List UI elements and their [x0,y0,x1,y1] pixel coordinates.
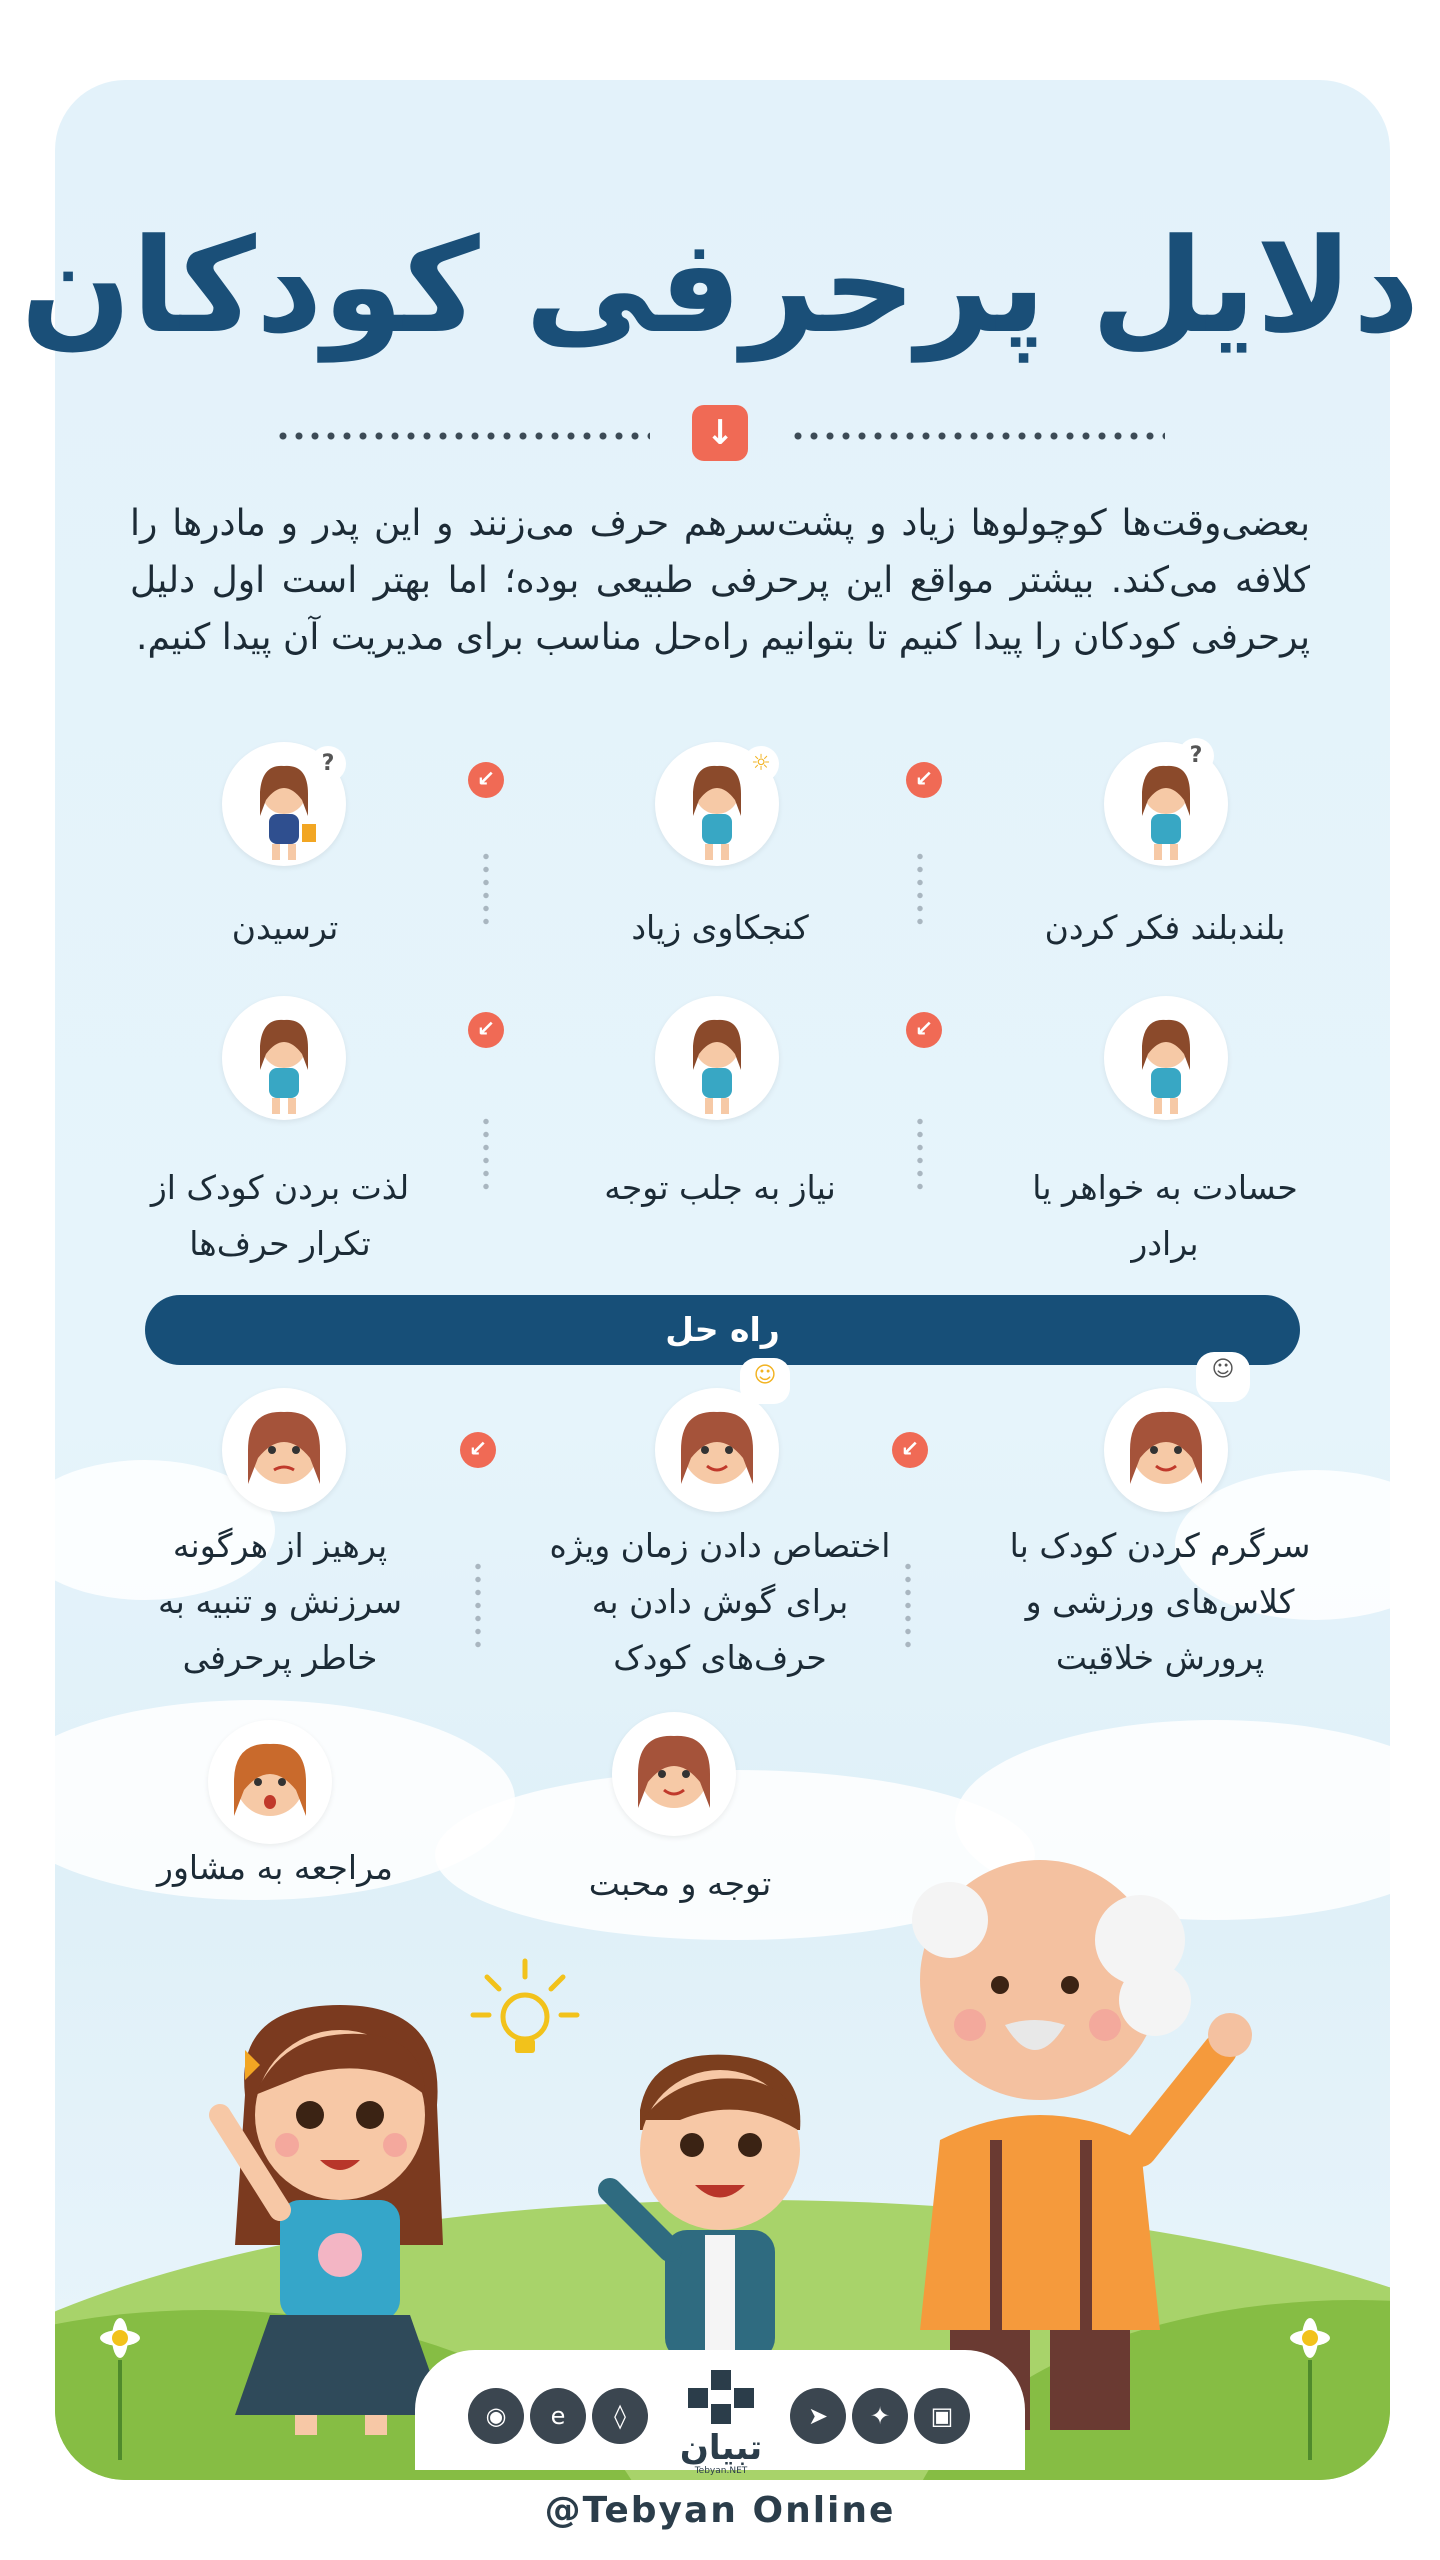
arrow-down-left-icon: ↙ [892,1432,928,1468]
boy-illustration [580,2040,860,2400]
question-icon: ? [310,746,346,782]
aparat-icon[interactable]: ◉ [468,2388,524,2444]
smiley-bubble-icon: ☺ [740,1358,790,1404]
arrow-down-left-icon: ↙ [468,1012,504,1048]
vertical-dots [483,850,489,930]
daisy-icon [1240,2300,1380,2460]
question-icon: ? [1178,738,1214,774]
instagram-icon[interactable]: ▣ [914,2388,970,2444]
daisy-icon [60,2300,180,2460]
solution-label: سرگرم کردن کودک با کلاس‌های ورزشی و پرورش خلاقیت [1009,1526,1311,1677]
telegram-icon[interactable]: ➤ [790,2388,846,2444]
logo-text: تبیان [679,2428,763,2468]
divider-dots [790,430,1165,442]
vertical-dots [917,1115,923,1195]
solution-label: مراجعه به مشاور [157,1848,393,1887]
arrow-down-left-icon: ↙ [906,1012,942,1048]
vertical-dots [905,1560,911,1650]
solution-label: توجه و محبت [588,1864,772,1903]
cause-label: نیاز به جلب توجه [604,1168,836,1207]
child-listening-icon [655,1388,779,1512]
smiley-bubble-icon: ☺ [1196,1352,1250,1402]
lightbulb-icon: ☼ [743,746,779,782]
solution-label: پرهیز از هرگونه سرزنش و تنبیه به خاطر پرحرفی [157,1526,403,1677]
page-title: دلایل پرحرفی کودکان [20,210,1420,362]
vertical-dots [475,1560,481,1650]
child-counselor-icon [208,1720,332,1844]
cause-label: حسادت به خواهر یا برادر [1032,1168,1298,1263]
arrow-down-left-icon: ↙ [460,1432,496,1468]
tebyan-logo-mark [686,2368,756,2426]
grandfather-illustration [840,1810,1280,2430]
child-pouting-icon [222,1388,346,1512]
logo-subtext: Tebyan.NET [694,2466,748,2476]
solution-label: اختصاص دادن زمان ویژه برای گوش دادن به حرف‌های کودک [549,1526,891,1677]
arrow-down-icon: ↓ [692,405,748,461]
eitaa-icon[interactable]: e [530,2388,586,2444]
child-talking-icon [222,996,346,1120]
vertical-dots [917,850,923,930]
solution-banner: راه حل [145,1295,1300,1365]
cause-label: کنجکاوی زیاد [631,908,809,947]
twitter-icon[interactable]: ✦ [852,2388,908,2444]
vertical-dots [483,1115,489,1195]
cause-label: ترسیدن [231,908,339,947]
child-attention-icon [655,996,779,1120]
child-jealous-icon [1104,996,1228,1120]
cause-label: لذت بردن کودک از تکرار حرف‌ها [150,1168,410,1263]
cause-label: بلندبلند فکر کردن [1044,908,1286,947]
divider-dots [275,430,650,442]
rubika-icon[interactable]: ◊ [592,2388,648,2444]
intro-paragraph: بعضی‌وقت‌ها کوچولوها زیاد و پشت‌سرهم حرف می‌زنند و این پدر و مادرها را کلافه می‌کند. بیشتر مواقع این پرحرفی طبیعی بوده؛ اما بهتر است اول دلیل پرحرفی کودکان را پیدا کنیم تا بتوانیم راه‌حل مناسب برای مدیریت آن پیدا کنیم. [130,503,1310,658]
arrow-down-left-icon: ↙ [906,762,942,798]
social-handle[interactable]: @Tebyan Online [544,2490,896,2531]
child-love-icon [612,1712,736,1836]
child-happy-icon [1104,1388,1228,1512]
arrow-down-left-icon: ↙ [468,762,504,798]
tebyan-logo [676,2368,766,2476]
